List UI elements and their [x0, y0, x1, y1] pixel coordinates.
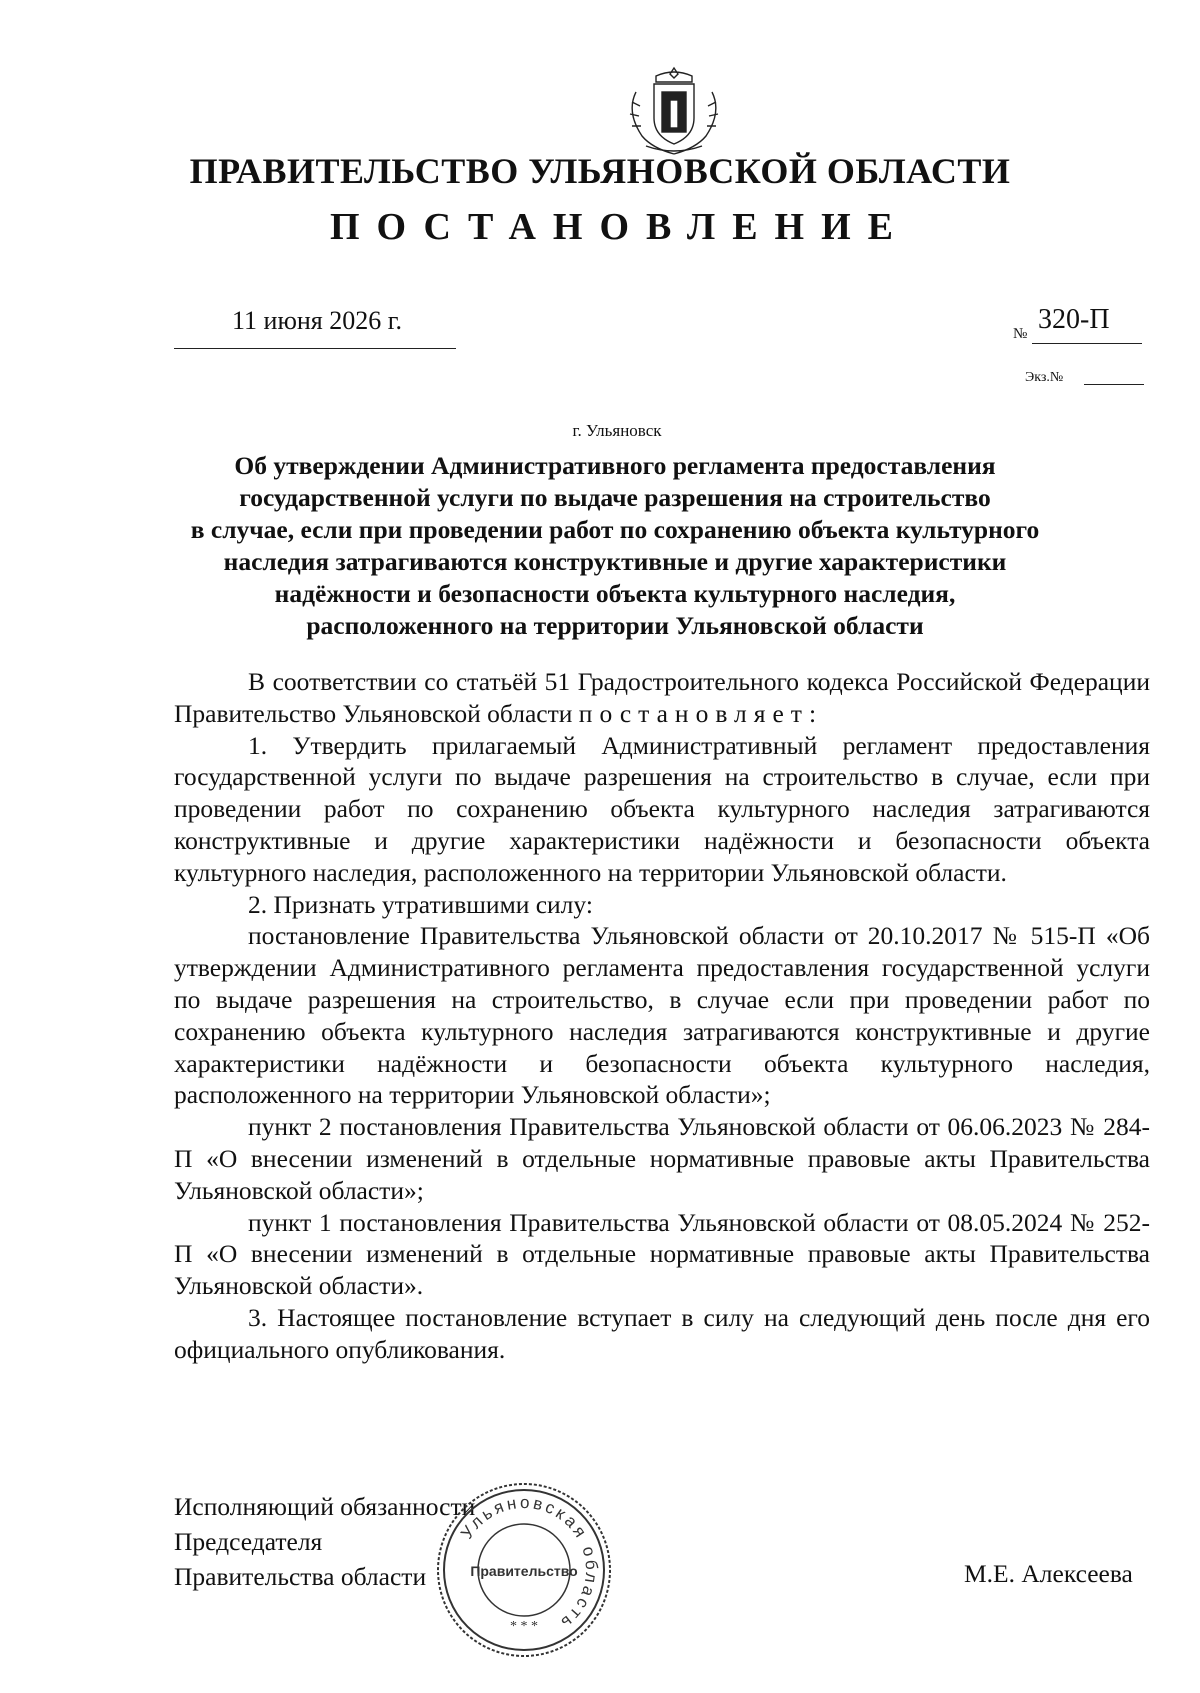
decree-title — [150, 450, 1080, 642]
preamble-text: В соответствии со статьёй 51 Градостроительного кодекса Российской Федерации Правительство Ульяновской области — [174, 667, 1150, 728]
copy-number-underline — [1084, 384, 1144, 385]
item-2-a: постановление Правительства Ульяновской области от 20.10.2017 № 515-П «Об утверждении Административного регламента предоставления государственной услуги по выдаче разрешения на строительство, в случае если при проведении работ по сохранению объекта культурного наследия затрагиваются конструктивные и другие характеристики надёжности и безопасности объекта культурного наследия, расположенного на территории Ульяновской области»; — [174, 921, 1150, 1110]
title-line: наследия затрагиваются конструктивные и другие характеристики — [223, 547, 1007, 576]
position-line: Правительства области — [174, 1562, 427, 1591]
date-underline — [174, 348, 456, 349]
item-3: 3. Настоящее постановление вступает в силу на следующий день после дня его официального опубликования. — [174, 1302, 1150, 1364]
number-underline — [1032, 343, 1142, 344]
item-2: 2. Признать утратившими силу: — [248, 889, 593, 919]
title-line: расположенного на территории Ульяновской области — [306, 611, 924, 640]
seal-ring-text: Ульяновская область — [457, 1492, 602, 1635]
signer-name: М.Е. Алексеева — [964, 1559, 1133, 1588]
document-type: ПОСТАНОВЛЕНИЕ — [329, 206, 911, 248]
number-sign: № — [1013, 326, 1028, 342]
position-line: Исполняющий обязанности — [174, 1492, 476, 1521]
coat-of-arms-icon — [616, 62, 732, 158]
position-line: Председателя — [174, 1527, 323, 1556]
item-2-c: пункт 1 постановления Правительства Ульяновской области от 08.05.2024 № 252-П «О внесении изменений в отдельные нормативные правовые акты Правительства Ульяновской области». — [174, 1207, 1150, 1301]
decree-number: 320-П — [1038, 304, 1110, 335]
preamble — [174, 666, 1150, 730]
preamble-spaced-verb: постановляет — [578, 698, 809, 728]
title-line: Об утверждении Административного регламента предоставления — [234, 451, 996, 480]
decree-body — [174, 666, 1150, 1366]
item-1: 1. Утвердить прилагаемый Административный регламент предоставления государственной услуги по выдаче разрешения на строительство в случае, если при проведении работ по сохранению объекта культурного наследия затрагиваются конструктивные и другие характеристики надёжности и безопасности объекта культурного наследия, расположенного на территории Ульяновской области. — [174, 730, 1150, 887]
preamble-colon: : — [808, 698, 817, 728]
government-name: ПРАВИТЕЛЬСТВО УЛЬЯНОВСКОЙ ОБЛАСТИ — [189, 151, 1011, 191]
official-seal — [434, 1480, 614, 1660]
seal-center-text: Правительство — [470, 1563, 578, 1579]
title-line: государственной услуги по выдаче разрешения на строительство — [239, 483, 991, 512]
decree-date: 11 июня 2026 г. — [232, 306, 402, 335]
signature-position — [174, 1489, 475, 1594]
svg-text:* * *: * * * — [510, 1619, 538, 1634]
title-line: надёжности и безопасности объекта культурного наследия, — [274, 579, 956, 608]
copy-number-label: Экз.№ — [1025, 370, 1064, 385]
city: г. Ульяновск — [572, 421, 662, 440]
title-line: в случае, если при проведении работ по сохранению объекта культурного — [190, 515, 1040, 544]
item-2-b: пункт 2 постановления Правительства Ульяновской области от 06.06.2023 № 284-П «О внесении изменений в отдельные нормативные правовые акты Правительства Ульяновской области»; — [174, 1112, 1150, 1205]
